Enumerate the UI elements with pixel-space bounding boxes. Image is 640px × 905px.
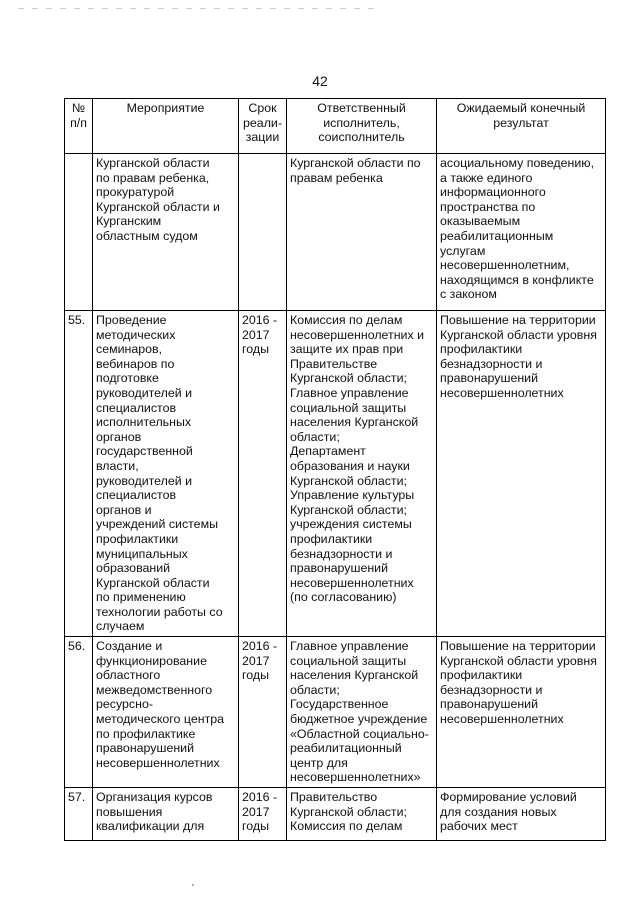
cell-line: Курганской области;	[290, 502, 407, 517]
cell-responsible	[287, 637, 437, 788]
cell-line: Создание и	[96, 639, 163, 654]
cell-responsible	[287, 154, 437, 311]
cell-line: областного	[96, 668, 161, 683]
cell-line: повышения	[96, 804, 163, 819]
cell-line: Правительстве	[290, 356, 378, 371]
cell-line: (по согласованию)	[290, 590, 397, 605]
cell-line: по профилактике	[96, 726, 196, 741]
cell-line: «Областной социально-	[290, 726, 429, 741]
header-text: зации	[245, 130, 280, 145]
cell-line: семинаров,	[96, 342, 163, 357]
cell-term	[239, 637, 287, 788]
cell-line: правонарушений	[440, 697, 539, 712]
cell-line: 2017	[242, 804, 270, 819]
cell-line: учреждений системы	[96, 517, 218, 532]
cell-line: Департамент	[290, 444, 366, 459]
cell-line: Курганской области уровня	[440, 327, 597, 342]
cell-line: безнадзорности и	[440, 356, 543, 371]
cell-line: годы	[242, 342, 270, 357]
cell-line: прокуратурой	[96, 185, 175, 200]
cell-line: несовершеннолетних и	[290, 327, 425, 342]
scan-artifact-line	[18, 8, 378, 9]
cell-line: Курганским	[96, 214, 162, 229]
cell-line: оказываемым	[440, 214, 521, 229]
header-number	[65, 99, 93, 154]
cell-result	[437, 637, 606, 788]
cell-line: несовершеннолетних	[96, 755, 220, 770]
table-row	[65, 311, 606, 637]
cell-line: специалистов	[96, 400, 177, 415]
cell-line: вебинаров по	[96, 356, 175, 371]
header-row	[65, 99, 606, 154]
cell-line: 2016 -	[242, 313, 278, 327]
cell-line: Главное управление	[290, 385, 409, 400]
cell-line: правонарушений	[440, 371, 539, 386]
cell-line: несовершеннолетних	[440, 712, 564, 727]
cell-line: годы	[242, 819, 270, 834]
table-row	[65, 788, 606, 841]
header-responsible	[287, 99, 437, 154]
table-row	[65, 154, 606, 311]
header-result	[437, 99, 606, 154]
cell-line: Государственное	[290, 697, 389, 712]
cell-line: Проведение	[96, 313, 167, 327]
cell-line: 2017	[242, 653, 270, 668]
cell-line: для создания новых	[440, 804, 557, 819]
cell-line: образования и науки	[290, 458, 410, 473]
cell-line: реабилитационный	[290, 741, 402, 756]
cell-line: 57.	[68, 790, 86, 805]
cell-line: Управление культуры	[290, 488, 415, 503]
cell-line: 2017	[242, 327, 270, 342]
cell-term	[239, 788, 287, 841]
cell-line: технологии работы со	[96, 604, 223, 619]
cell-line: Курганской области;	[290, 804, 407, 819]
cell-event	[93, 788, 239, 841]
cell-line: методических	[96, 327, 176, 342]
cell-line: правам ребенка	[290, 170, 383, 185]
cell-line: Комиссия по делам	[290, 819, 403, 834]
cell-line: области;	[290, 682, 340, 697]
cell-line: подготовке	[96, 371, 159, 386]
cell-line: профилактики	[96, 531, 179, 546]
events-table	[64, 98, 606, 841]
cell-line: Правительство	[290, 790, 378, 805]
cell-number	[65, 311, 93, 637]
cell-line: органов	[96, 429, 142, 444]
header-text: Мероприятие	[126, 101, 205, 115]
cell-line: правонарушений	[290, 561, 389, 576]
cell-line: 2016 -	[242, 639, 278, 654]
cell-line: а также единого	[440, 170, 533, 185]
header-text: исполнитель,	[323, 115, 400, 130]
cell-line: Комиссия по делам	[290, 313, 403, 327]
cell-line: Повышение на территории	[440, 313, 596, 327]
cell-result	[437, 788, 606, 841]
cell-line: центр для	[290, 755, 348, 770]
cell-line: Курганской области и	[96, 199, 220, 214]
cell-line: населения Курганской	[290, 668, 419, 683]
cell-line: правонарушений	[96, 741, 195, 756]
cell-line: информационного	[440, 185, 546, 200]
table-header	[65, 99, 606, 154]
cell-line: руководителей и	[96, 473, 193, 488]
cell-line: социальной защиты	[290, 400, 407, 415]
cell-line: квалификации для	[96, 819, 205, 834]
cell-line: профилактики	[290, 531, 373, 546]
header-text: результат	[493, 115, 549, 130]
cell-line: по правам ребенка,	[96, 170, 210, 185]
cell-term	[239, 154, 287, 311]
header-text: Ответственный	[317, 101, 406, 115]
cell-line: годы	[242, 668, 270, 683]
cell-line: ресурсно-	[96, 697, 153, 712]
header-text: соисполнитель	[318, 130, 405, 145]
cell-line: защите их прав при	[290, 342, 404, 357]
cell-line: области;	[290, 429, 340, 444]
header-event	[93, 99, 239, 154]
cell-line: безнадзорности и	[440, 682, 543, 697]
page-number: 42	[312, 73, 328, 89]
cell-line: учреждения системы	[290, 517, 412, 532]
header-text: Срок	[248, 101, 277, 115]
cell-line: Курганской области	[96, 575, 210, 590]
cell-line: Курганской области;	[290, 473, 407, 488]
cell-line: специалистов	[96, 488, 177, 503]
cell-line: услугам	[440, 243, 486, 258]
cell-line: Курганской области уровня	[440, 653, 597, 668]
cell-line: пространства по	[440, 199, 536, 214]
cell-event	[93, 311, 239, 637]
table-row	[65, 637, 606, 788]
cell-result	[437, 154, 606, 311]
header-text: Ожидаемый конечный	[456, 101, 586, 115]
cell-line: с законом	[440, 287, 497, 302]
cell-line: межведомственного	[96, 682, 213, 697]
header-text: №	[71, 101, 86, 115]
cell-line: несовершеннолетних»	[290, 770, 421, 785]
header-text: реали-	[243, 115, 282, 130]
cell-line: несовершеннолетних	[440, 385, 564, 400]
header-term	[239, 99, 287, 154]
cell-line: образований	[96, 561, 171, 576]
cell-line: Курганской области;	[290, 371, 407, 386]
cell-line: бюджетное учреждение	[290, 712, 428, 727]
cell-term	[239, 311, 287, 637]
cell-line: социальной защиты	[290, 653, 407, 668]
cell-line: функционирование	[96, 653, 207, 668]
cell-line: методического центра	[96, 712, 225, 727]
cell-line: Курганской области по	[290, 156, 421, 170]
cell-line: безнадзорности и	[290, 546, 393, 561]
cell-line: случаем	[96, 619, 145, 634]
cell-event	[93, 637, 239, 788]
cell-line: муниципальных	[96, 546, 188, 561]
cell-event	[93, 154, 239, 311]
cell-line: Организация курсов	[96, 790, 213, 805]
cell-line: несовершеннолетним,	[440, 258, 570, 273]
cell-line: населения Курганской	[290, 415, 419, 430]
cell-line: по применению	[96, 590, 186, 605]
cell-line: профилактики	[440, 342, 523, 357]
cell-line: Повышение на территории	[440, 639, 596, 654]
cell-line: 55.	[68, 313, 86, 327]
cell-line: реабилитационным	[440, 228, 554, 243]
header-text: п/п	[70, 115, 87, 130]
cell-line: несовершеннолетних	[290, 575, 414, 590]
cell-line: государственной	[96, 444, 193, 459]
cell-line: асоциальному поведению,	[440, 156, 595, 170]
cell-line: находящимся в конфликте	[440, 272, 594, 287]
cell-result	[437, 311, 606, 637]
cell-number	[65, 154, 93, 311]
cell-line: областным судом	[96, 228, 198, 243]
cell-line: Формирование условий	[440, 790, 577, 805]
cell-line: 56.	[68, 639, 86, 654]
cell-line: органов и	[96, 502, 152, 517]
cell-responsible	[287, 311, 437, 637]
cell-line: рабочих мест	[440, 819, 518, 834]
scan-artifact-dot	[192, 884, 194, 886]
cell-line: Главное управление	[290, 639, 409, 654]
cell-responsible	[287, 788, 437, 841]
cell-line: профилактики	[440, 668, 523, 683]
cell-number	[65, 637, 93, 788]
cell-line: руководителей и	[96, 385, 193, 400]
cell-line: исполнительных	[96, 415, 192, 430]
cell-number	[65, 788, 93, 841]
cell-line: 2016 -	[242, 790, 278, 805]
cell-line: власти,	[96, 458, 139, 473]
cell-line: Курганской области	[96, 156, 210, 170]
table-body	[65, 154, 606, 841]
